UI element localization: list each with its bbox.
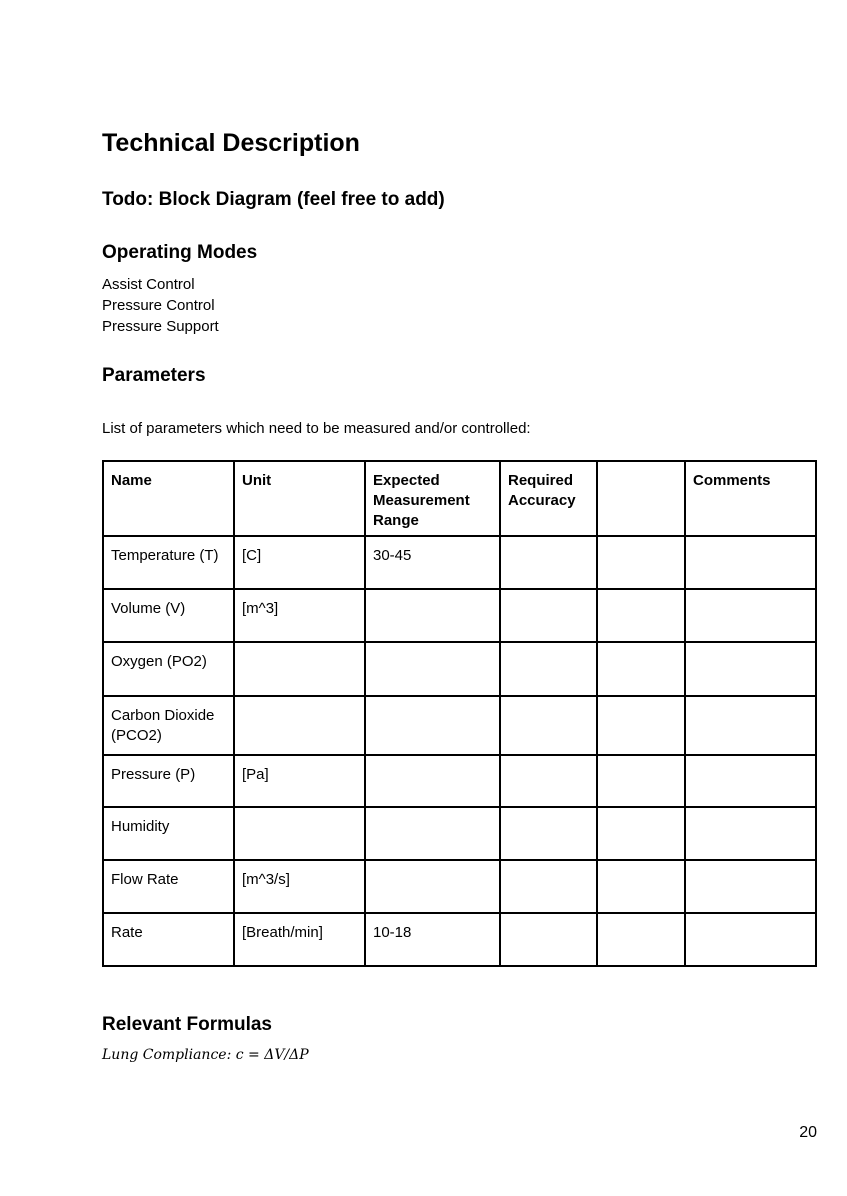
table-cell: [m^3] bbox=[234, 589, 365, 642]
list-item: Pressure Control bbox=[102, 297, 215, 314]
table-cell: Temperature (T) bbox=[103, 536, 234, 589]
parameters-heading: Parameters bbox=[102, 365, 206, 386]
list-item: Assist Control bbox=[102, 276, 195, 293]
table-cell bbox=[500, 536, 597, 589]
table-cell bbox=[365, 642, 500, 696]
table-cell bbox=[500, 913, 597, 966]
column-header-name: Name bbox=[103, 461, 234, 536]
table-cell bbox=[685, 807, 816, 860]
table-cell: Carbon Dioxide (PCO2) bbox=[103, 696, 234, 755]
table-cell bbox=[597, 536, 685, 589]
table-cell: 10-18 bbox=[365, 913, 500, 966]
table-cell: [Pa] bbox=[234, 755, 365, 807]
table-cell bbox=[365, 807, 500, 860]
table-cell bbox=[597, 589, 685, 642]
table-cell: Volume (V) bbox=[103, 589, 234, 642]
table-cell bbox=[685, 696, 816, 755]
table-cell bbox=[500, 642, 597, 696]
table-cell bbox=[500, 807, 597, 860]
page-number: 20 bbox=[799, 1124, 817, 1141]
table-cell bbox=[234, 642, 365, 696]
table-cell: Rate bbox=[103, 913, 234, 966]
operating-modes-list bbox=[102, 274, 219, 337]
table-row bbox=[103, 536, 816, 589]
table-cell bbox=[365, 755, 500, 807]
column-header-accuracy: Required Accuracy bbox=[500, 461, 597, 536]
table-cell bbox=[597, 860, 685, 913]
column-header-blank bbox=[597, 461, 685, 536]
page-title: Technical Description bbox=[102, 129, 360, 157]
table-cell bbox=[234, 696, 365, 755]
table-cell: Flow Rate bbox=[103, 860, 234, 913]
table-row bbox=[103, 807, 816, 860]
table-cell bbox=[685, 755, 816, 807]
table-cell bbox=[500, 696, 597, 755]
table-cell: Humidity bbox=[103, 807, 234, 860]
column-header-unit: Unit bbox=[234, 461, 365, 536]
table-row bbox=[103, 589, 816, 642]
column-header-comments: Comments bbox=[685, 461, 816, 536]
table-cell: [m^3/s] bbox=[234, 860, 365, 913]
table-cell bbox=[597, 696, 685, 755]
table-row bbox=[103, 696, 816, 755]
table-row bbox=[103, 642, 816, 696]
table-cell bbox=[597, 913, 685, 966]
lung-compliance-formula: Lung Compliance: c = ΔV/ΔP bbox=[102, 1047, 309, 1063]
parameters-table bbox=[102, 460, 817, 967]
table-cell: Pressure (P) bbox=[103, 755, 234, 807]
table-cell bbox=[500, 860, 597, 913]
table-cell bbox=[365, 589, 500, 642]
table-cell bbox=[597, 642, 685, 696]
table-cell: Oxygen (PO2) bbox=[103, 642, 234, 696]
table-cell bbox=[685, 913, 816, 966]
table-cell bbox=[685, 589, 816, 642]
list-item: Pressure Support bbox=[102, 318, 219, 335]
table-cell: 30-45 bbox=[365, 536, 500, 589]
table-cell bbox=[365, 860, 500, 913]
table-cell: [Breath/min] bbox=[234, 913, 365, 966]
table-cell bbox=[365, 696, 500, 755]
operating-modes-heading: Operating Modes bbox=[102, 242, 258, 263]
table-cell: [C] bbox=[234, 536, 365, 589]
table-cell bbox=[500, 589, 597, 642]
todo-heading: Todo: Block Diagram (feel free to add) bbox=[102, 189, 445, 210]
table-header-row bbox=[103, 461, 816, 536]
table-row bbox=[103, 755, 816, 807]
table-cell bbox=[234, 807, 365, 860]
table-cell bbox=[597, 807, 685, 860]
table-cell bbox=[685, 642, 816, 696]
table-row bbox=[103, 860, 816, 913]
parameters-intro: List of parameters which need to be measured and/or controlled: bbox=[102, 420, 531, 437]
table-row bbox=[103, 913, 816, 966]
relevant-formulas-heading: Relevant Formulas bbox=[102, 1014, 272, 1035]
table-cell bbox=[597, 755, 685, 807]
table-cell bbox=[500, 755, 597, 807]
column-header-range: Expected Measurement Range bbox=[365, 461, 500, 536]
table-cell bbox=[685, 536, 816, 589]
table-cell bbox=[685, 860, 816, 913]
